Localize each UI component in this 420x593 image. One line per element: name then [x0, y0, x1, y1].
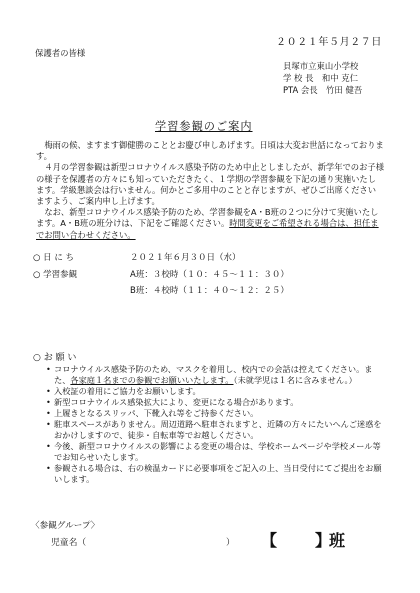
list-item: • 新型コロナウイルス感染拡大により、変更になる場合があります。	[46, 397, 386, 408]
sender-principal: 学 校 長 和中 克仁	[283, 73, 358, 83]
body-paragraph-1: 梅雨の候、ますます御健勝のこととお慶び申しあげます。日頃は大変お世話になっております。	[36, 140, 384, 162]
list-item: • コロナウイルス感染予防のため、マスクを着用し、校内での会話は控えてください。また、各家庭１名までの参観でお願いいたします。（未就学児は１名に含みません。）	[46, 364, 386, 386]
list-item: • 今後、新型コロナウイルスの影響による変更の場合は、学校ホームページや学校メール等でお知らせいたします。	[46, 441, 386, 463]
body-paragraph-3: なお、新型コロナウイルス感染予防のため、学習参観をA・B班の２つに分けて実施いたします。A・B班の班分けは、下記をご確認ください。時間変更をご希望される場合は、担任までお問い合わせください。	[36, 207, 379, 240]
sender-pta: PTA 会長 竹田 健吾	[283, 85, 363, 95]
sender-school: 貝塚市立東山小学校	[283, 61, 359, 71]
group-heading: 〈参観グループ〉	[31, 521, 100, 531]
body-paragraph-2: ４月の学習参観は新型コロナウイルス感染予防のため中止としましたが、新学年でのお子様の様子を保護者の方々にも知っていただきたく、１学期の学習参観を下記の通り実施いたします。学級懇談会は行いません。何かとご多用中のことと存じますが、ぜひご出席くださいますよう、ご案内申し上げます。	[36, 162, 384, 207]
notes-heading: ○ お 願 い	[33, 353, 77, 363]
b-group-time: B班：４校時（１１：４０～１２：２５）	[130, 286, 289, 296]
recipient: 保護者の皆様	[35, 48, 86, 58]
date-value: ２０２１年６月３０日（水）	[130, 253, 241, 263]
a-group-time: A班：３校時（１０：４５～１１：３０）	[130, 270, 289, 280]
list-item: • 上履きとなるスリッパ、下靴入れ等をご持参ください。	[46, 408, 386, 419]
document-date: ２０２１年５月２７日	[276, 37, 382, 48]
visit-label: ○ 学習参観	[33, 270, 78, 280]
notes-list	[46, 364, 386, 485]
list-item: • 入校証の着用にご協力をお願いします。	[46, 386, 386, 397]
list-item: • 参観される場合は、右の検温カードに必要事項をご記入の上、当日受付にてご提出をお願いします。	[46, 463, 386, 485]
time-change-notice: 時間変更をご希望される場合は、担任までお問い合わせください。	[36, 218, 379, 240]
group-field[interactable]: 【 】	[261, 531, 332, 550]
group-suffix: 班	[329, 531, 346, 550]
list-item: • 駐車スペースがありません。周辺道路へ駐車されますと、近隣の方々にたいへんご迷惑をおかけしますので、徒歩・自転車等でお越しください。	[46, 419, 386, 441]
date-label: ○ 日 に ち	[33, 253, 75, 263]
child-name-field[interactable]: 児童名（	[51, 538, 87, 548]
child-name-close: ）	[226, 538, 235, 548]
body-text	[36, 140, 384, 241]
page-title: 学習参観のご案内	[155, 120, 253, 133]
